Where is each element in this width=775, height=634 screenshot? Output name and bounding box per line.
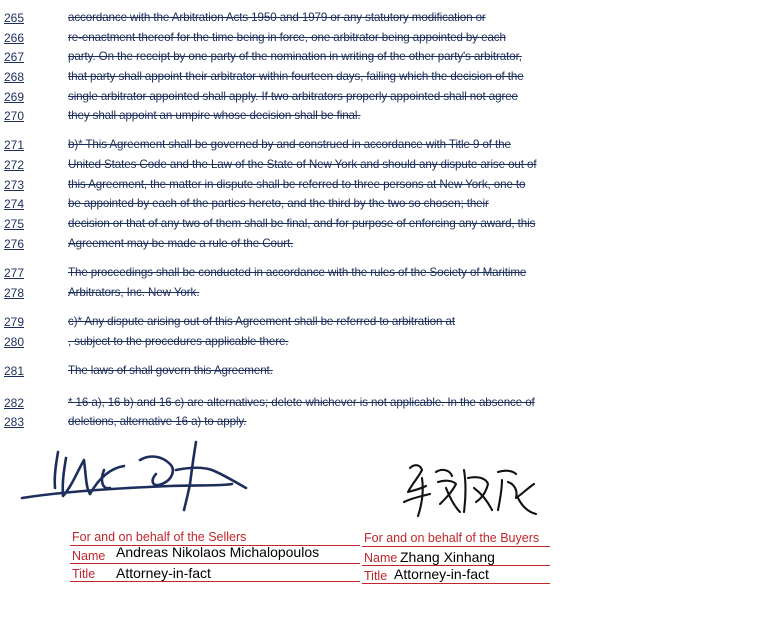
buyers-title-value: Attorney-in-fact [394, 566, 489, 582]
clause-text: c)* Any dispute arising out of this Agreement shall be referred to arbitration at [68, 315, 455, 328]
buyers-title-label: Title [364, 569, 388, 583]
clause-text: Arbitrators, Inc. New York. [68, 286, 200, 299]
line-number: 276 [4, 237, 25, 251]
clause-text: deletions, alternative 16 a) to apply. [68, 415, 247, 428]
sellers-heading: For and on behalf of the Sellers [72, 530, 247, 544]
clause-text: this Agreement, the matter in dispute shall be referred to three persons at New York, one to [68, 178, 526, 191]
buyers-heading-rule [362, 546, 550, 547]
clause-line [0, 284, 775, 304]
sellers-name-rule [70, 563, 360, 564]
clause-text: re-enactment thereof for the time being in force, one arbitrator being appointed by each [68, 31, 506, 44]
clause-line [0, 29, 775, 49]
clause-text: The laws of shall govern this Agreement. [68, 364, 273, 377]
line-number: 274 [4, 197, 25, 211]
clause-text: The proceedings shall be conducted in accordance with the rules of the Society of Maritime [68, 266, 527, 279]
line-number: 266 [4, 31, 25, 45]
line-number: 278 [4, 286, 25, 300]
clause-line [0, 413, 775, 433]
clause-text: Agreement may be made a rule of the Court. [68, 237, 294, 250]
line-number: 279 [4, 315, 25, 329]
clause-line [0, 107, 775, 127]
line-number: 265 [4, 11, 25, 25]
clause-line [0, 235, 775, 255]
clause-text: United States Code and the Law of the State of New York and should any dispute arise out of [68, 158, 537, 171]
clause-text: * 16 a), 16 b) and 16 c) are alternatives; delete whichever is not applicable. In the absence of [68, 396, 535, 409]
clause-line [0, 136, 775, 156]
sellers-title-label: Title [72, 567, 96, 581]
clause-line [0, 215, 775, 235]
clause-text: they shall appoint an umpire whose decision shall be final. [68, 109, 361, 122]
line-number: 273 [4, 178, 25, 192]
line-number: 280 [4, 335, 25, 349]
clause-line [0, 88, 775, 108]
clause-text: party. On the receipt by one party of the nomination in writing of the other party's arbitrator, [68, 50, 522, 63]
line-number: 270 [4, 109, 25, 123]
clause-line [0, 156, 775, 176]
sellers-name-value: Andreas Nikolaos Michalopoulos [116, 544, 320, 560]
clause-line [0, 48, 775, 68]
line-number: 271 [4, 138, 25, 152]
clause-line [0, 333, 775, 353]
line-number: 281 [4, 364, 25, 378]
clause-text: that party shall appoint their arbitrator within fourteen days, failing which the decision of the [68, 70, 524, 83]
clause-line [0, 9, 775, 29]
clause-line [0, 362, 775, 382]
clause-text: accordance with the Arbitration Acts 1950 and 1979 or any statutory modification or [68, 11, 486, 24]
clause-text: be appointed by each of the parties hereto, and the third by the two so chosen; their [68, 197, 489, 210]
line-number: 283 [4, 415, 25, 429]
buyer-signature [396, 458, 546, 528]
sellers-title-value: Attorney-in-fact [116, 565, 211, 581]
sellers-name-label: Name [72, 549, 106, 563]
clause-text: single arbitrator appointed shall apply. If two arbitrators properly appointed shall not agree [68, 90, 518, 103]
clause-line [0, 394, 775, 414]
line-number: 269 [4, 90, 25, 104]
sellers-title-rule [70, 581, 360, 582]
buyers-heading: For and on behalf of the Buyers [364, 531, 540, 545]
line-number: 275 [4, 217, 25, 231]
clause-line [0, 195, 775, 215]
clause-line [0, 313, 775, 333]
clause-line [0, 176, 775, 196]
clause-text: b)* This Agreement shall be governed by and construed in accordance with Title 9 of the [68, 138, 511, 151]
clause-text: , subject to the procedures applicable there. [68, 335, 289, 348]
buyers-name-label: Name [364, 551, 398, 565]
buyers-title-rule [362, 583, 550, 584]
seller-signature [0, 440, 300, 520]
clause-line [0, 68, 775, 88]
buyers-name-value: Zhang Xinhang [400, 549, 495, 565]
clause-text: decision or that of any two of them shall be final, and for purpose of enforcing any award, this [68, 217, 536, 230]
line-number: 282 [4, 396, 25, 410]
line-number: 277 [4, 266, 25, 280]
line-number: 272 [4, 158, 25, 172]
line-number: 267 [4, 50, 25, 64]
clause-line [0, 264, 775, 284]
line-number: 268 [4, 70, 25, 84]
